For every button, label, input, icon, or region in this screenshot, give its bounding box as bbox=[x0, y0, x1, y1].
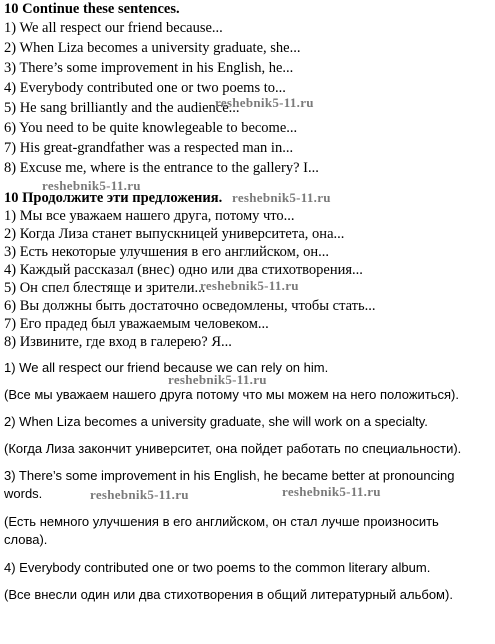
watermark: reshebnik5-11.ru bbox=[200, 278, 299, 293]
section2-item-1: 1) Мы все уважаем нашего друга, потому что... bbox=[4, 208, 295, 224]
section2-item-3: 3) Есть некоторые улучшения в его английском, он... bbox=[4, 244, 329, 260]
section1-item-4: 4) Everybody contributed one or two poems to... bbox=[4, 80, 286, 96]
watermark: reshebnik5-11.ru bbox=[90, 487, 189, 502]
watermark: reshebnik5-11.ru bbox=[168, 372, 267, 387]
answer-1-english: 1) We all respect our friend because we can rely on him. bbox=[4, 360, 329, 375]
section1-item-1: 1) We all respect our friend because... bbox=[4, 20, 223, 36]
section1-item-3: 3) There’s some improvement in his English, he... bbox=[4, 60, 294, 76]
section2-item-8: 8) Извините, где вход в галерею? Я... bbox=[4, 334, 232, 350]
answer-3-russian-line2: слова). bbox=[4, 532, 48, 547]
section1-item-7: 7) His great-grandfather was a respected man in... bbox=[4, 140, 294, 156]
watermark: reshebnik5-11.ru bbox=[215, 95, 314, 110]
section2-item-7: 7) Его прадед был уважаемым человеком... bbox=[4, 316, 269, 332]
section2-heading: 10 Продолжите эти предложения. bbox=[4, 190, 223, 206]
answer-3-english-line1: 3) There’s some improvement in his English, he became better at pronouncing bbox=[4, 468, 455, 483]
watermark: reshebnik5-11.ru bbox=[42, 178, 141, 193]
section2-item-6: 6) Вы должны быть достаточно осведомлены, чтобы стать... bbox=[4, 298, 376, 314]
answer-4-english: 4) Everybody contributed one or two poems to the common literary album. bbox=[4, 560, 431, 575]
watermark: reshebnik5-11.ru bbox=[282, 484, 381, 499]
answer-2-english: 2) When Liza becomes a university graduate, she will work on a specialty. bbox=[4, 414, 428, 429]
section1-heading: 10 Continue these sentences. bbox=[4, 1, 180, 17]
section1-item-2: 2) When Liza becomes a university graduate, she... bbox=[4, 40, 301, 56]
section2-item-4: 4) Каждый рассказал (внес) одно или два стихотворения... bbox=[4, 262, 363, 278]
section2-item-2: 2) Когда Лиза станет выпускницей университета, она... bbox=[4, 226, 345, 242]
answer-3-russian-line1: (Есть немного улучшения в его английском, он стал лучше произносить bbox=[4, 514, 439, 529]
answer-2-russian: (Когда Лиза закончит университет, она пойдет работать по специальности). bbox=[4, 441, 462, 456]
section1-item-8: 8) Excuse me, where is the entrance to the gallery? I... bbox=[4, 160, 319, 176]
watermark: reshebnik5-11.ru bbox=[232, 190, 331, 205]
answer-3-english-line2: words. bbox=[4, 486, 43, 501]
section1-item-5: 5) He sang brilliantly and the audience... bbox=[4, 100, 240, 116]
answer-4-russian: (Все внесли один или два стихотворения в общий литературный альбом). bbox=[4, 587, 453, 602]
answer-1-russian: (Все мы уважаем нашего друга потому что мы можем на него положиться). bbox=[4, 387, 459, 402]
section2-item-5: 5) Он спел блестяще и зрители... bbox=[4, 280, 206, 296]
section1-item-6: 6) You need to be quite knowlegeable to become... bbox=[4, 120, 298, 136]
